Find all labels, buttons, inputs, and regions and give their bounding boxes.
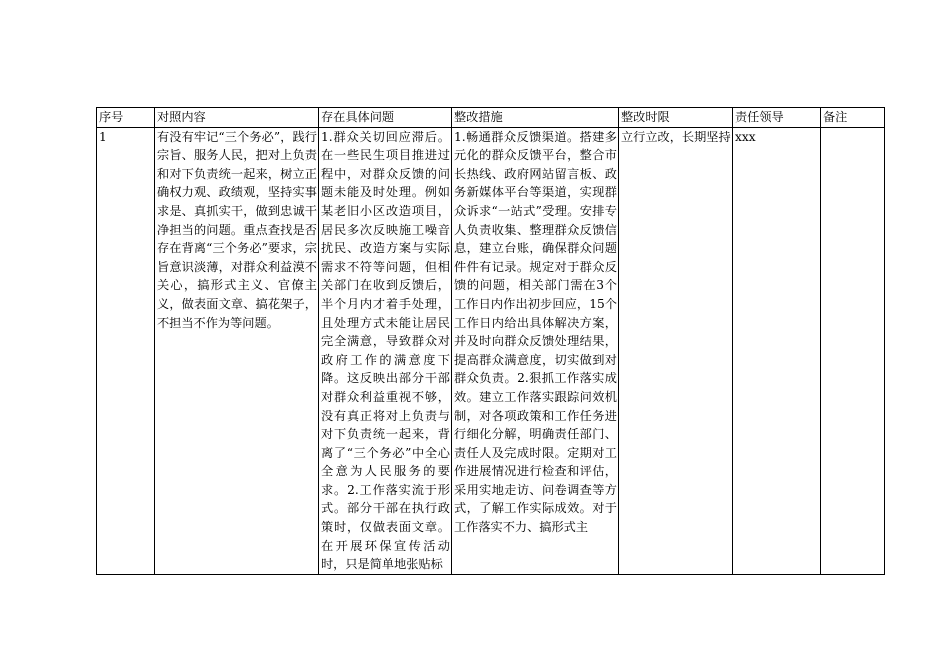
table-row — [97, 127, 885, 574]
header-deadline: 整改时限 — [619, 108, 733, 128]
header-measure: 整改措施 — [452, 108, 619, 128]
cell-content — [155, 127, 319, 574]
table-header-row — [97, 108, 885, 128]
header-remark: 备注 — [821, 108, 885, 128]
cell-problem — [319, 127, 452, 574]
index-text: 1 — [99, 129, 107, 144]
header-problem: 存在具体问题 — [319, 108, 452, 128]
deadline-text: 立行立改，长期坚持 — [621, 129, 731, 144]
header-content: 对照内容 — [155, 108, 319, 128]
measure-text: 1.畅通群众反馈渠道。搭建多元化的群众反馈平台，整合市长热线、政府网站留言板、政务新媒体平台等渠道，实现群众诉求“一站式”受理。安排专人负责收集、整理群众反馈信息，建立台账，确保群众问题件件有记录。规定对于群众反馈的问题，相关部门需在3个工作日内作出初步回应，15个工作日内给出具体解决方案，并及时向群众反馈处理结果，提高群众满意度，切实做到对群众负责。2.狠抓工作落实成效。建立工作落实跟踪问效机制，对各项政策和工作任务进行细化分解，明确责任部门、责任人及完成时限。定期对工作进展情况进行检查和评估，采用实地走访、问卷调查等方式，了解工作实际成效。对于工作落实不力、搞形式主 — [454, 129, 617, 535]
cell-index — [97, 127, 155, 574]
rectification-table — [96, 107, 885, 575]
leader-text: xxx — [735, 129, 756, 144]
problem-text: 1.群众关切回应滞后。在一些民生项目推进过程中，对群众反馈的问题未能及时处理。例如某老旧小区改造项目，居民多次反映施工噪音扰民、改造方案与实际需求不符等问题，但相关部门在收到反馈后，半个月内才着手处理，且处理方式未能让居民完全满意，导致群众对政府工作的满意度下降。这反映出部分干部对群众利益重视不够，没有真正将对上负责与对下负责统一起来，背离了“三个务必”中全心全意为人民服务的要求。2.工作落实流于形式。部分干部在执行政策时，仅做表面文章。在开展环保宣传活动时，只是简单地张贴标 — [321, 129, 450, 572]
cell-remark — [821, 127, 885, 574]
cell-deadline — [619, 127, 733, 574]
content-text: 有没有牢记“三个务必”，践行宗旨、服务人民，把对上负责和对下负责统一起来，树立正确权力观、政绩观，坚持实事求是、真抓实干，做到忠诚干净担当的问题。重点查找是否存在背离“三个务必”要求，宗旨意识淡薄，对群众利益漠不关心，搞形式主义、官僚主义，做表面文章、搞花架子，不担当不作为等问题。 — [157, 129, 317, 330]
header-leader: 责任领导 — [733, 108, 821, 128]
cell-leader — [733, 127, 821, 574]
cell-measure — [452, 127, 619, 574]
header-index: 序号 — [97, 108, 155, 128]
